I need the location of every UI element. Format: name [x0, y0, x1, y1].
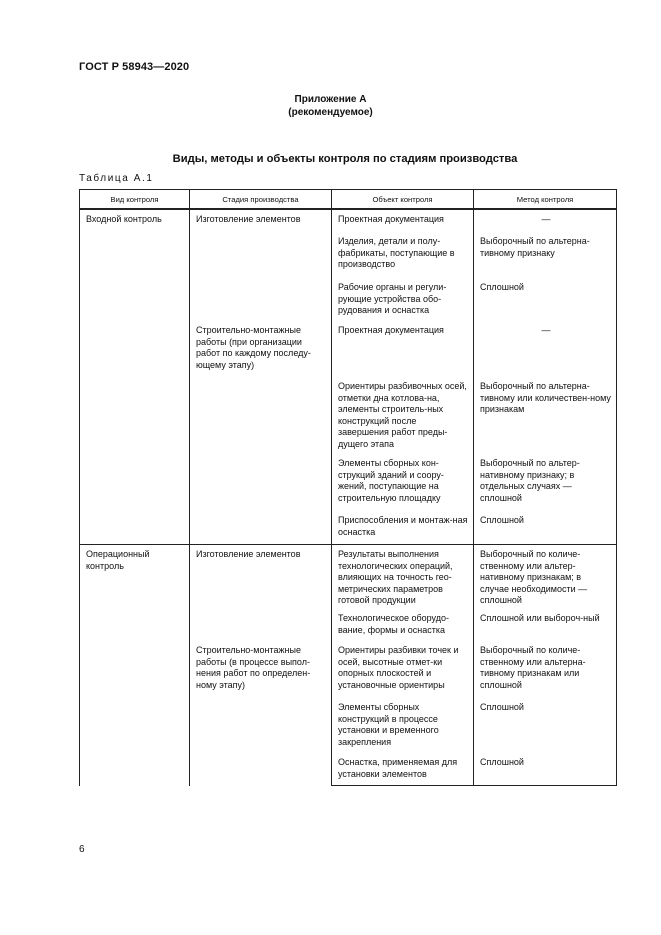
table-caption: Таблица А.1: [79, 173, 154, 184]
method-cell: Выборочный по альтер-нативному признаку; в отдельных случаях — сплошной: [474, 457, 617, 514]
page-number: 6: [79, 844, 85, 855]
appendix-title: Приложение А: [294, 94, 367, 105]
column-header-object: Объект контроля: [332, 190, 474, 210]
object-cell: Рабочие органы и регули-рующие устройства обо-рудования и оснастка: [332, 281, 474, 324]
stage-cell: Строительно-монтажные работы (при организации работ по каждому последу-ющему этапу): [190, 324, 332, 545]
method-cell: Сплошной или выбороч-ный: [474, 612, 617, 644]
table-row: [80, 209, 617, 235]
table-row: [80, 545, 617, 613]
control-table: [79, 189, 617, 786]
object-cell: Технологическое оборудо-вание, формы и оснастка: [332, 612, 474, 644]
column-header-stage: Стадия производства: [190, 190, 332, 210]
object-cell: Результаты выполнения технологических операций, влияющих на точность гео-метрических параметров готовой продукции: [332, 545, 474, 613]
control-type-cell: Операционный контроль: [80, 545, 190, 786]
appendix-subtitle: (рекомендуемое): [288, 107, 373, 118]
table-heading: Виды, методы и объекты контроля по стадиям производства: [172, 153, 518, 165]
method-cell: Сплошной: [474, 756, 617, 786]
object-cell: Приспособления и монтаж-ная оснастка: [332, 514, 474, 545]
column-header-control-type: Вид контроля: [80, 190, 190, 210]
method-cell: Выборочный по альтерна-тивному признаку: [474, 235, 617, 281]
stage-cell: Изготовление элементов: [190, 209, 332, 324]
object-cell: Ориентиры разбивочных осей, отметки дна котлова-на, элементы строитель-ных конструкций после завершения работ преды-дущего этапа: [332, 380, 474, 457]
method-cell: Сплошной: [474, 514, 617, 545]
column-header-method: Метод контроля: [474, 190, 617, 210]
object-cell: Ориентиры разбивки точек и осей, высотные отмет-ки опорных плоскостей и установочные ориентиры: [332, 644, 474, 701]
object-cell: Проектная документация: [332, 324, 474, 380]
method-cell: Выборочный по альтерна-тивному или количествен-ному признакам: [474, 380, 617, 457]
object-cell: Изделия, детали и полу-фабрикаты, поступающие в производство: [332, 235, 474, 281]
method-cell: Выборочный по количе-ственному или альтер-нативному признакам; в случае необходимости — сплошной: [474, 545, 617, 613]
object-cell: Оснастка, применяемая для установки элементов: [332, 756, 474, 786]
object-cell: Элементы сборных конструкций в процессе установки и временного закрепления: [332, 701, 474, 756]
stage-cell: Изготовление элементов: [190, 545, 332, 645]
object-cell: Элементы сборных кон-струкций зданий и соору-жений, поступающие на строительную площадку: [332, 457, 474, 514]
method-cell: Сплошной: [474, 701, 617, 756]
method-cell: —: [474, 209, 617, 235]
stage-cell: Строительно-монтажные работы (в процессе выпол-нения работ по определен-ному этапу): [190, 644, 332, 786]
method-cell: Выборочный по количе-ственному или альтерна-тивному признакам или сплошной: [474, 644, 617, 701]
method-cell: Сплошной: [474, 281, 617, 324]
document-header: ГОСТ Р 58943—2020: [79, 61, 190, 73]
control-type-cell: Входной контроль: [80, 209, 190, 545]
method-cell: —: [474, 324, 617, 380]
table-header-row: [80, 190, 617, 210]
object-cell: Проектная документация: [332, 209, 474, 235]
